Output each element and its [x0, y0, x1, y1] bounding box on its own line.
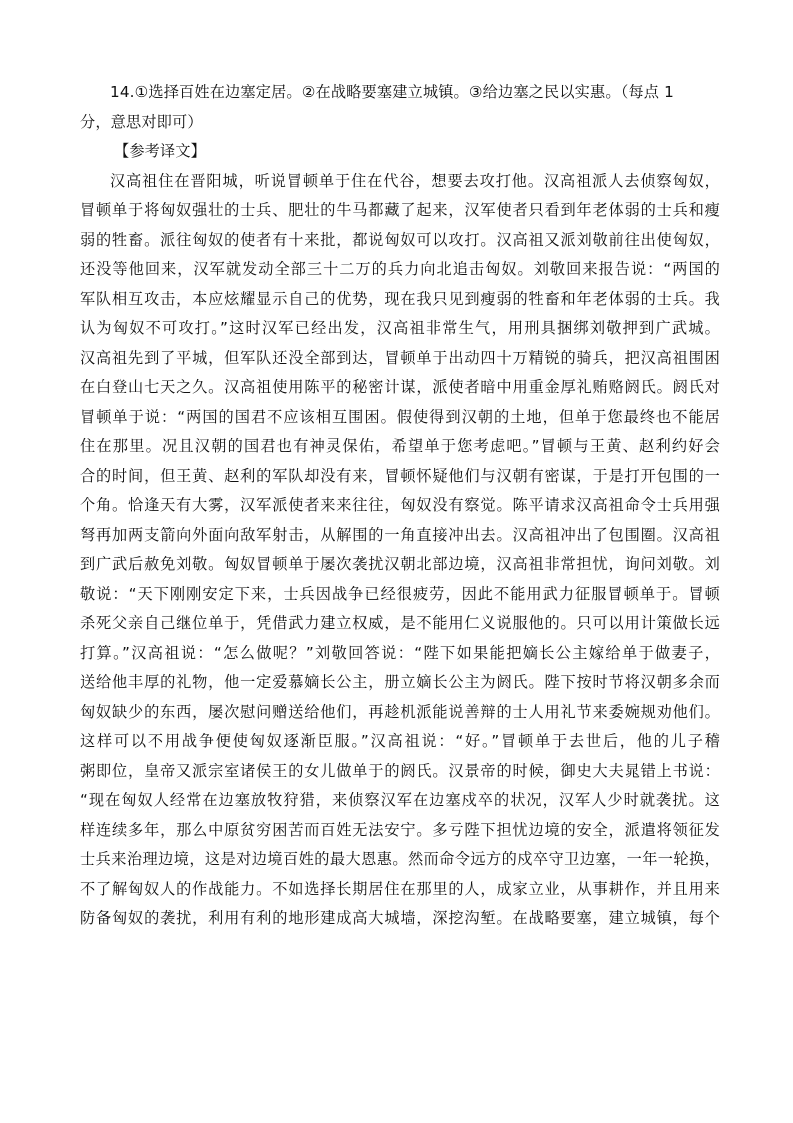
- translation-line: 军队相互攻击，本应炫耀显示自己的优势，现在我只见到瘦弱的牲畜和年老体弱的士兵。我: [80, 289, 720, 308]
- translation-line: 杀死父亲自己继位单于，凭借武力建立权威，是不能用仁义说服他的。只可以用计策做长远: [80, 614, 720, 632]
- answer-line-2: 分，意思对即可）: [80, 112, 203, 131]
- translation-line: 认为匈奴不可攻打。”这时汉军已经出发，汉高祖非常生气，用刑具捆绑刘敬押到广武城。: [80, 319, 720, 337]
- translation-line: 匈奴缺少的东西，屡次慰问赠送给他们，再趁机派能说善辩的士人用礼节来委婉规劝他们。: [80, 702, 720, 721]
- translation-line: 到广武后赦免刘敬。匈奴冒顿单于屡次袭扰汉朝北部边境，汉高祖非常担忧，询问刘敬。刘: [80, 555, 720, 573]
- translation-line: 住在那里。况且汉朝的国君也有神灵保佑，希望单于您考虑吧。”冒顿与王黄、赵利约好会: [80, 437, 720, 455]
- translation-line: 不了解匈奴人的作战能力。不如选择长期居住在那里的人，成家立业，从事耕作，并且用来: [80, 879, 720, 898]
- translation-line: 弩再加两支箭向外面向敌军射击，从解围的一角直接冲出去。汉高祖冲出了包围圈。汉高祖: [80, 525, 720, 544]
- translation-line: 个角。恰逢天有大雾，汉军派使者来来往往，匈奴没有察觉。陈平请求汉高祖命令士兵用强: [80, 496, 720, 514]
- answer-line-1: 14.①选择百姓在边塞定居。②在战略要塞建立城镇。③给边塞之民以实惠。（每点 1: [110, 83, 674, 101]
- translation-line: 这样可以不用战争便使匈奴逐渐臣服。”汉高祖说：“好。”冒顿单于去世后，他的儿子稽: [80, 732, 720, 750]
- translation-line: 样连续多年，那么中原贫穷困苦而百姓无法安宁。多亏陛下担忧边境的安全，派遣将领征发: [80, 820, 720, 839]
- document-body: [80, 78, 720, 934]
- translation-line: 合的时间，但王黄、赵利的军队却没有来，冒顿怀疑他们与汉朝有密谋，于是打开包围的一: [80, 466, 720, 485]
- translation-line: 还没等他回来，汉军就发动全部三十二万的兵力向北追击匈奴。刘敬回来报告说：“两国的: [80, 260, 720, 278]
- translation-line: 弱的牲畜。派往匈奴的使者有十来批，都说匈奴可以攻打。汉高祖又派刘敬前往出使匈奴，: [80, 230, 720, 249]
- translation-line: 送给他丰厚的礼物，他一定爱慕嫡长公主，册立嫡长公主为阏氏。陛下按时节将汉朝多余而: [80, 673, 720, 691]
- translation-line: 防备匈奴的袭扰，利用有利的地形建成高大城墙，深挖沟堑。在战略要塞，建立城镇，每个: [80, 909, 720, 927]
- translation-line: 汉高祖住在晋阳城，听说冒顿单于住在代谷，想要去攻打他。汉高祖派人去侦察匈奴，: [110, 171, 720, 190]
- translation-line: 冒顿单于将匈奴强壮的士兵、肥壮的牛马都藏了起来，汉军使者只看到年老体弱的士兵和瘦: [80, 201, 720, 219]
- translation-line: 汉高祖先到了平城，但军队还没全部到达，冒顿单于出动四十万精锐的骑兵，把汉高祖围困: [80, 348, 720, 367]
- translation-line: 打算。”汉高祖说：“怎么做呢？”刘敬回答说：“陛下如果能把嫡长公主嫁给单于做妻子，: [80, 643, 720, 662]
- translation-heading: 【参考译文】: [114, 142, 207, 160]
- translation-line: 士兵来治理边境，这是对边境百姓的最大恩惠。然而命令远方的戍卒守卫边塞，一年一轮换，: [80, 850, 720, 868]
- translation-line: “现在匈奴人经常在边塞放牧狩猎，来侦察汉军在边塞戍卒的状况，汉军人少时就袭扰。这: [80, 791, 720, 809]
- translation-line: 粥即位，皇帝又派宗室诸侯王的女儿做单于的阏氏。汉景帝的时候，御史大夫晁错上书说：: [80, 761, 720, 780]
- translation-line: 敬说：“天下刚刚安定下来，士兵因战争已经很疲劳，因此不能用武力征服冒顿单于。冒顿: [80, 584, 720, 603]
- translation-line: 冒顿单于说：“两国的国君不应该相互围困。假使得到汉朝的土地，但单于您最终也不能居: [80, 407, 720, 426]
- translation-line: 在白登山七天之久。汉高祖使用陈平的秘密计谋，派使者暗中用重金厚礼贿赂阏氏。阏氏对: [80, 378, 720, 396]
